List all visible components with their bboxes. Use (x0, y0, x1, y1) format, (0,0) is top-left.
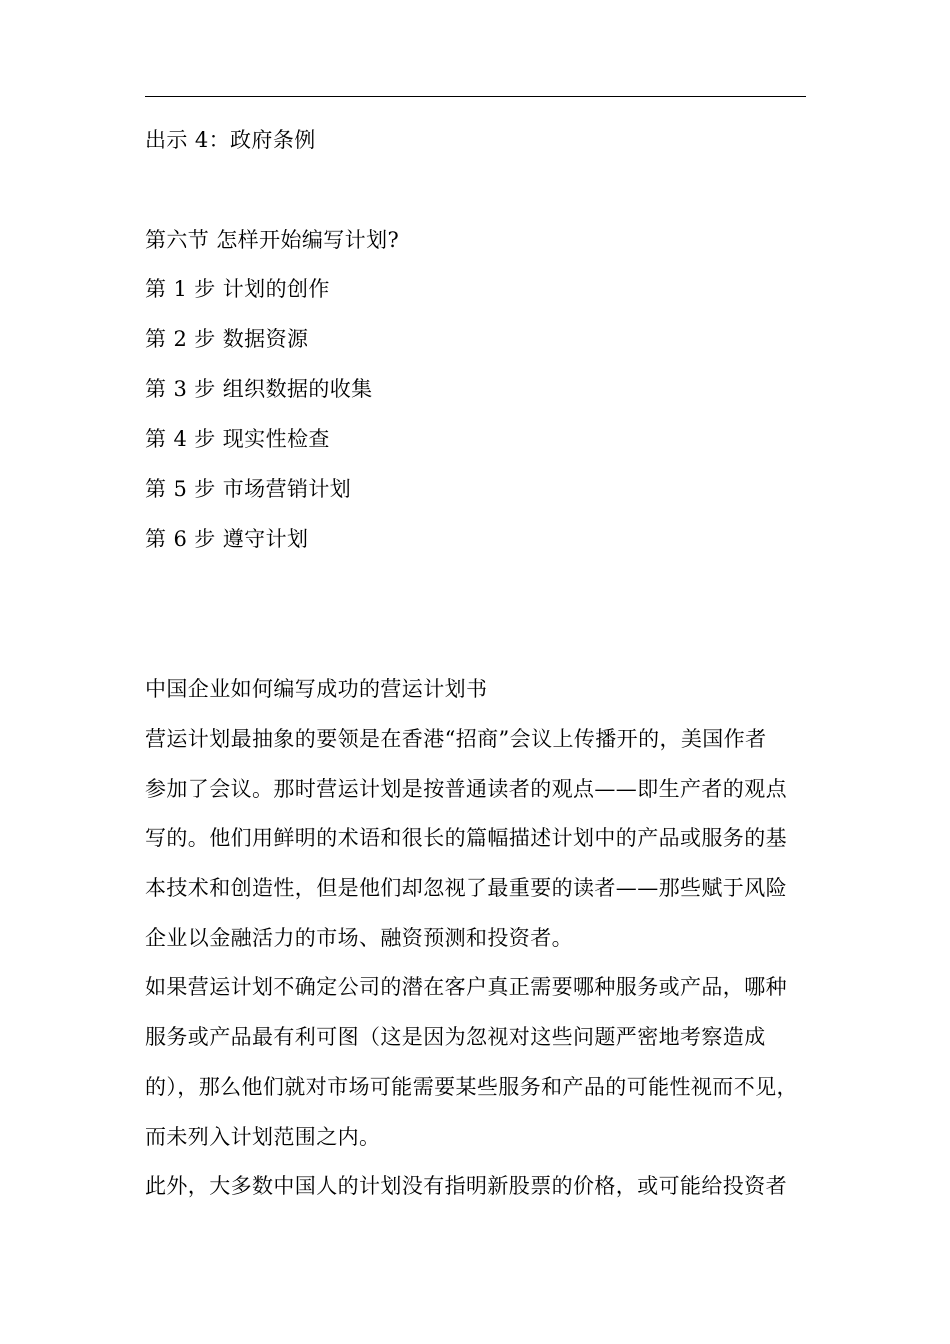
exhibit-label: 出示 4：政府条例 (145, 128, 316, 152)
step-item: 第 1 步 计划的创作 (145, 277, 330, 301)
paragraph-line: 营运计划最抽象的要领是在香港“招商”会议上传播开的，美国作者 (145, 727, 767, 751)
paragraph-line: 企业以金融活力的市场、融资预测和投资者。 (145, 926, 573, 950)
step-item: 第 6 步 遵守计划 (145, 527, 309, 551)
paragraph-line: 如果营运计划不确定公司的潜在客户真正需要哪种服务或产品，哪种 (145, 975, 787, 999)
paragraph-line: 的），那么他们就对市场可能需要某些服务和产品的可能性视而不见， (145, 1075, 798, 1099)
paragraph-line: 此外，大多数中国人的计划没有指明新股票的价格，或可能给投资者 (145, 1174, 787, 1198)
section-title: 第六节 怎样开始编写计划? (145, 228, 400, 252)
article-title: 中国企业如何编写成功的营运计划书 (145, 677, 488, 701)
step-item: 第 3 步 组织数据的收集 (145, 377, 373, 401)
step-item: 第 2 步 数据资源 (145, 327, 309, 351)
paragraph-line: 服务或产品最有利可图（这是因为忽视对这些问题严密地考察造成 (145, 1025, 766, 1049)
paragraph-line: 而未列入计划范围之内。 (145, 1125, 381, 1149)
step-item: 第 5 步 市场营销计划 (145, 477, 352, 501)
paragraph-line: 写的。他们用鲜明的术语和很长的篇幅描述计划中的产品或服务的基 (145, 826, 787, 850)
paragraph-line: 参加了会议。那时营运计划是按普通读者的观点——即生产者的观点 (145, 777, 787, 801)
step-item: 第 4 步 现实性检查 (145, 427, 330, 451)
header-rule (145, 96, 806, 97)
paragraph-line: 本技术和创造性，但是他们却忽视了最重要的读者——那些赋于风险 (145, 876, 787, 900)
